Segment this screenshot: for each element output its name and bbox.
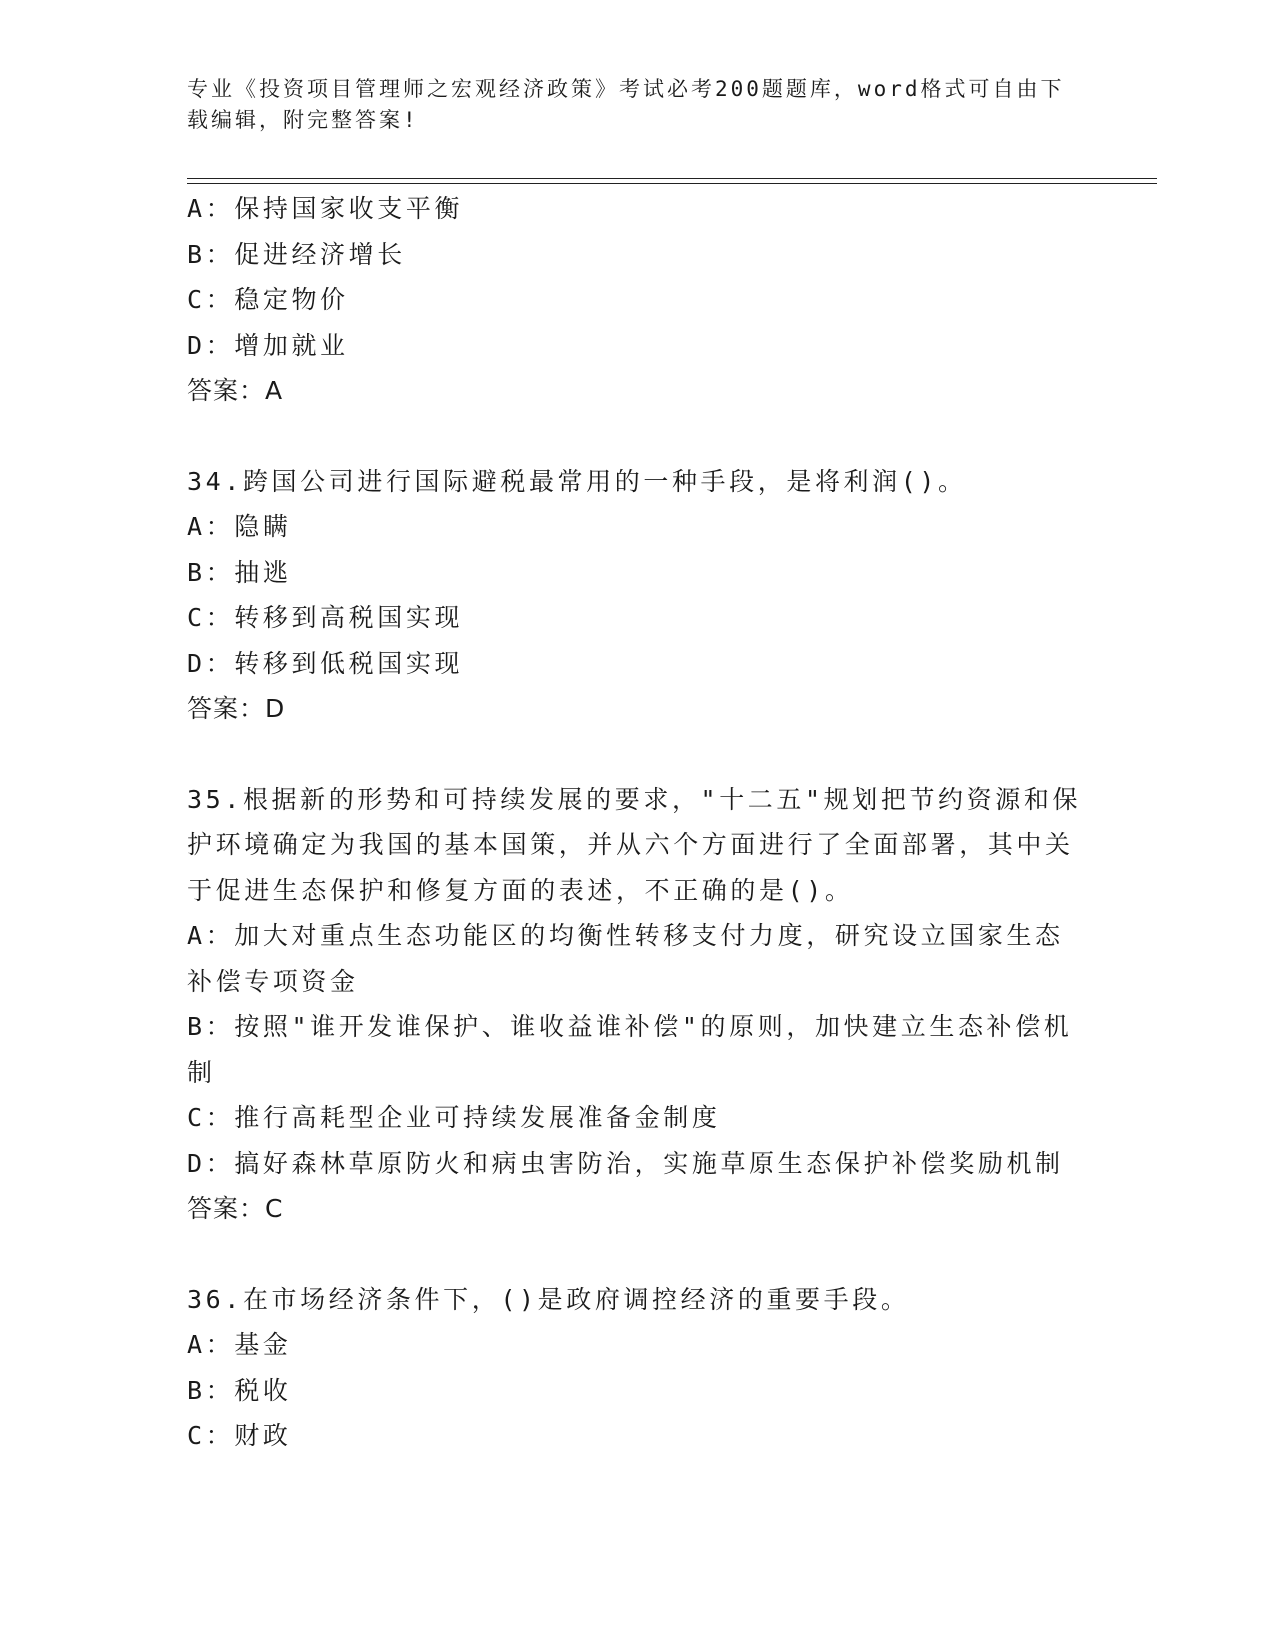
option-b: B：税收 [187,1375,292,1405]
option-c: C：转移到高税国实现 [187,603,464,632]
option-c: C：财政 [187,1421,292,1450]
option-c: C：推行高耗型企业可持续发展准备金制度 [187,1103,721,1132]
question-list [187,186,1087,1459]
option-d: D：搞好森林草原防火和病虫害防治，实施草原生态保护补偿奖励机制 [187,1148,1064,1178]
option-d: D：增加就业 [187,330,349,360]
option-a: A：基金 [187,1330,292,1359]
question-36-block [187,1277,1087,1459]
question-text: 35.根据新的形势和可持续发展的要求，"十二五"规划把节约资源和保护环境确定为我国的基本国策，并从六个方面进行了全面部署，其中关于促进生态保护和修复方面的表述，不正确的是()。 [187,784,1082,905]
question-text: 34.跨国公司进行国际避税最常用的一种手段，是将利润()。 [187,466,967,496]
document-header [187,74,1087,136]
answer: 答案：C [187,1194,284,1223]
spacer [187,414,1087,459]
header-rule-top [187,178,1157,179]
option-b: B：抽逃 [187,557,292,587]
spacer [187,732,1087,777]
question-34-block [187,459,1087,732]
option-a: A：保持国家收支平衡 [187,194,464,223]
option-b: B：促进经济增长 [187,239,406,269]
spacer [187,1232,1087,1277]
question-33-block [187,186,1087,414]
option-b: B：按照"谁开发谁保护、谁收益谁补偿"的原则，加快建立生态补偿机制 [187,1012,1073,1087]
header-rule-bottom [187,183,1157,184]
option-a: A：加大对重点生态功能区的均衡性转移支付力度，研究设立国家生态补偿专项资金 [187,921,1064,996]
document-title: 专业《投资项目管理师之宏观经济政策》考试必考200题题库，word格式可自由下载编辑，附完整答案! [187,77,1065,132]
question-35-block [187,777,1087,1232]
answer: 答案：D [187,694,286,723]
option-a: A：隐瞒 [187,512,292,541]
answer: 答案：A [187,376,284,405]
question-text: 36.在市场经济条件下，()是政府调控经济的重要手段。 [187,1284,910,1314]
option-d: D：转移到低税国实现 [187,648,464,678]
option-c: C：稳定物价 [187,285,349,314]
